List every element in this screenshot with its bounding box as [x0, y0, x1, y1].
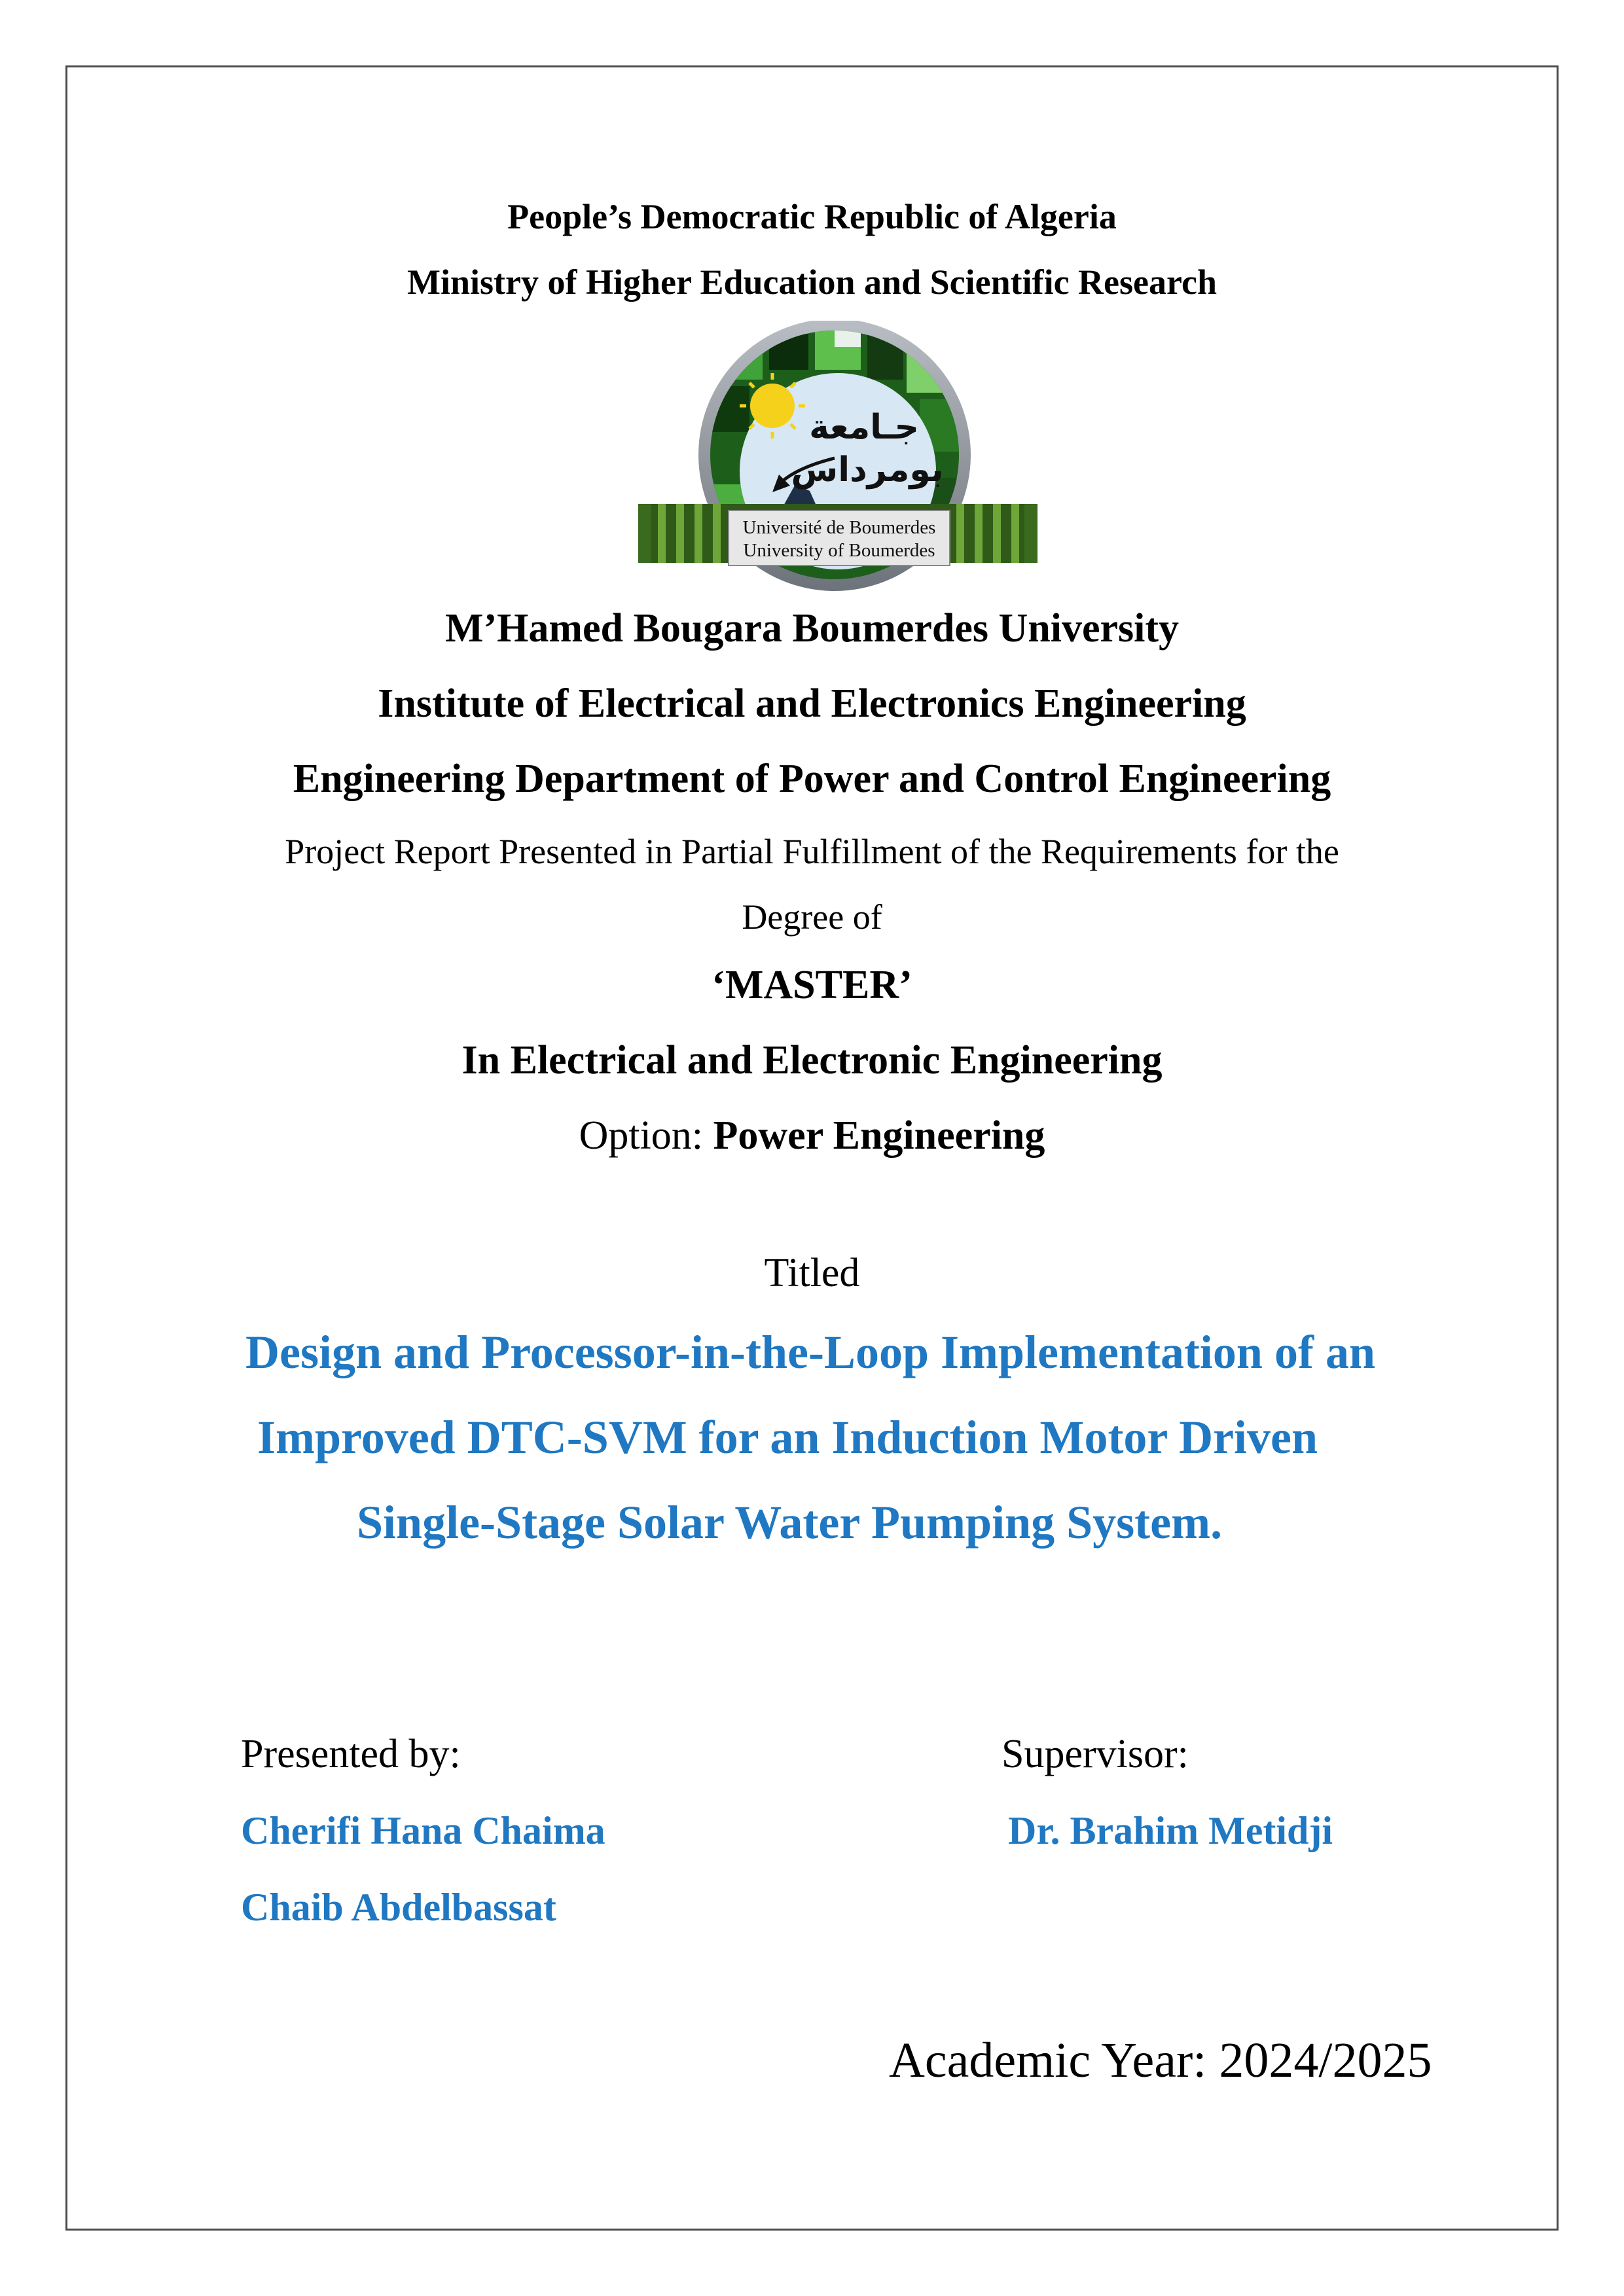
ministry-heading: Ministry of Higher Education and Scientific Research — [407, 262, 1217, 302]
title-line-3: Single-Stage Solar Water Pumping System. — [357, 1496, 1223, 1549]
degree-name: ‘MASTER’ — [712, 963, 912, 1007]
student-name-1: Cherifi Hana Chaima — [241, 1809, 605, 1852]
ribbon-text-en: University of Boumerdes — [743, 540, 935, 561]
degree-field: In Electrical and Electronic Engineering — [461, 1038, 1163, 1083]
logo-arabic-1: جـامعة — [809, 408, 919, 447]
student-name-2: Chaib Abdelbassat — [241, 1886, 556, 1929]
logo-arabic-2: بومرداس — [791, 450, 944, 490]
option-label: Option: — [579, 1113, 713, 1158]
degree-option — [0, 1113, 1624, 1159]
department-name: Engineering Department of Power and Control Engineering — [293, 757, 1331, 801]
supervisor-label: Supervisor: — [1001, 1732, 1189, 1776]
university-name: M’Hamed Bougara Boumerdes University — [444, 606, 1180, 651]
degree-statement-1: Project Report Presented in Partial Fulfillment of the Requirements for the — [285, 832, 1339, 871]
title-line-2: Improved DTC-SVM for an Induction Motor Driven — [257, 1411, 1318, 1463]
presented-by-label: Presented by: — [241, 1732, 461, 1776]
institute-name: Institute of Electrical and Electronics Engineering — [378, 681, 1246, 726]
supervisor-name: Dr. Brahim Metidji — [1008, 1809, 1333, 1852]
republic-heading: People’s Democratic Republic of Algeria — [507, 197, 1117, 236]
degree-statement-2: Degree of — [742, 897, 882, 937]
sun-icon — [750, 384, 795, 428]
title-line-1: Design and Processor-in-the-Loop Implementation of an — [245, 1326, 1375, 1378]
academic-year: Academic Year: 2024/2025 — [889, 2033, 1432, 2088]
ribbon-text-fr: Université de Boumerdes — [742, 517, 936, 538]
university-logo — [638, 321, 1038, 609]
option-value: Power Engineering — [713, 1113, 1045, 1158]
titled-label: Titled — [764, 1251, 860, 1295]
